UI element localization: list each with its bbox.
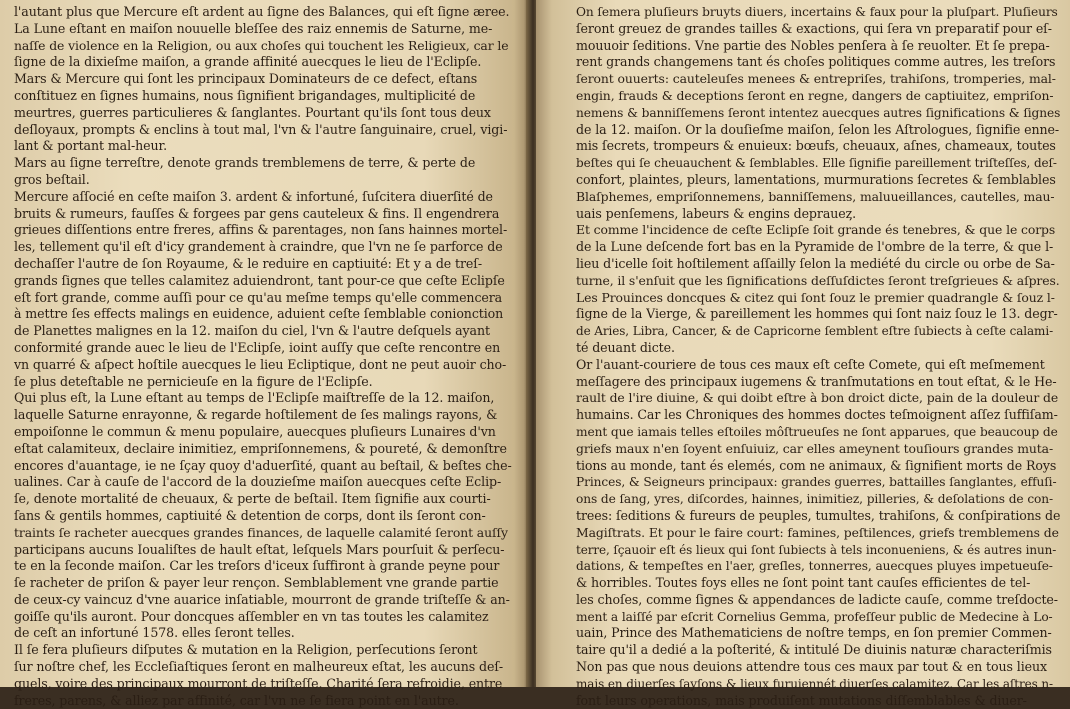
text-line: de ceux-cy vaincuz d'vne auarice inſatiable, mourront de grande triſteſſe & an- xyxy=(14,591,510,607)
text-line: ſigne de la Vierge, & pareillement les hommes qui ſont naiz ſouz le 13. degr- xyxy=(576,306,1058,322)
text-line: mouuoir ſeditions. Vne partie des Nobles penſera à ſe reuolter. Et ſe prepa- xyxy=(576,37,1050,53)
text-line: Qui plus eſt, la Lune eſtant au temps de l'Eclipſe maiſtreſſe de la 12. maiſon, xyxy=(14,390,495,406)
text-line: de ceſt an infortuné 1578. elles ſeront telles. xyxy=(14,625,295,641)
text-line: Blaſphemes, empriſonnemens, banniſſemens, maluueillances, cautelles, mau- xyxy=(576,188,1055,204)
text-line: uais penſemens, labeurs & engins depraueȥ. xyxy=(576,205,857,221)
text-line: uain, Prince des Mathematiciens de noſtre temps, en ſon premier Commen- xyxy=(576,625,1052,641)
text-line: turne, il s'enſuit que les ſignifications deſſuſdictes ſeront treſgrieues & aſpres. xyxy=(576,272,1060,288)
text-line: nemens & banniſſemens ſeront intentez auecques autres ſignifications & ſignes xyxy=(576,105,1061,120)
text-line: ſans & gentils hommes, captiuité & detention de corps, dont ils ſeront con- xyxy=(14,507,486,523)
text-line: les choſes, comme ſignes & appendances de ladicte cauſe, comme treſdocte- xyxy=(576,591,1058,607)
text-line: ment a laiſſé par eſcrit Cornelius Gemma, profeſſeur public de Medecine à Lo- xyxy=(576,609,1053,624)
text-line: ons de ſang, yres, diſcordes, hainnes, inimitiez, pilleries, & deſolations de con- xyxy=(576,492,1054,507)
text-line: Il ſe fera pluſieurs diſputes & mutation en la Religion, perſecutions ſeront xyxy=(14,642,478,658)
text-line: gros beſtail. xyxy=(14,171,90,187)
text-line: ſe racheter de priſon & payer leur rençon. Semblablement vne grande partie xyxy=(14,575,499,591)
text-line: Princes, & Seigneurs principaux: grandes guerres, battailles ſanglantes, effuſi- xyxy=(576,475,1057,490)
text-line: Et comme l'incidence de ceſte Eclipſe ſoit grande és tenebres, & que le corps xyxy=(576,222,1056,238)
text-line: Magiſtrats. Et pour le faire court: famines, peſtilences, griefs tremblemens de xyxy=(576,524,1059,540)
text-line: conſtituez en ſignes humains, nous ſignifient brigandages, multiplicité de xyxy=(14,87,476,103)
text-line: conformité grande auec le lieu de l'Eclipſe, ioint auſſy que ceſte rencontre en xyxy=(14,339,501,355)
text-line: laquelle Saturne enrayonne, & regarde hoſtilement de ſes malings rayons, & xyxy=(14,407,498,423)
text-line: terre, ſçauoir eſt és lieux qui ſont ſubiects à tels inconueniens, & és autres inun- xyxy=(576,542,1057,557)
text-line: grands ſignes que telles calamitez aduiendront, tant pour-ce que ceſte Eclipſe xyxy=(14,272,505,288)
text-line: freres, parens, & alliez par affinité, car l'vn ne ſe fiera point en l'autre. xyxy=(14,692,459,708)
text-line: lieu d'icelle ſoit hoſtilement aſſailly ſelon la mediété du circle ou orbe de Sa- xyxy=(576,255,1055,271)
text-line: participans aucuns Ioualiſtes de hault eſtat, leſquels Mars pourſuit & perſecu- xyxy=(14,541,505,557)
text-line: dations, & tempeſtes en l'aer, greſles, tonnerres, auecques pluyes impetueuſe- xyxy=(576,559,1053,574)
text-line: On ſemera pluſieurs bruyts diuers, incertains & faux pour la pluſpart. Pluſieurs xyxy=(576,5,1058,19)
text-line: Or l'auant-couriere de tous ces maux eſt ceſte Comete, qui eſt meſmement xyxy=(576,356,1045,372)
text-line: bruits & rumeurs, fauſſes & forgees par gens cauteleux & fins. Il engendrera xyxy=(14,205,500,221)
text-line: Mercure aſſocié en ceſte maiſon 3. ardent & infortuné, ſuſcitera diuerſité de xyxy=(14,188,493,204)
text-line: Mars au ſigne terreſtre, denote grands tremblemens de terre, & perte de xyxy=(14,155,476,171)
text-line: Les Prouinces doncques & citez qui ſont ſouz le premier quadrangle & ſouz l- xyxy=(576,289,1055,305)
text-line: humains. Car les Chroniques des hommes doctes teſmoignent aſſez ſuffiſam- xyxy=(576,407,1058,423)
left-page-text xyxy=(14,4,514,709)
text-line: griefs maux n'en ſoyent enſuiuiz, car elles ameynent touſiours grandes muta- xyxy=(576,440,1054,456)
text-line: ment que iamais telles eſtoiles môſtrueuſes ne ſont apparues, que beaucoup de xyxy=(576,424,1058,439)
text-line: naſſe de violence en la Religion, ou aux choſes qui touchent les Religieux, car le xyxy=(14,37,509,53)
text-line: vn quarré & aſpect hoſtile auecques le lieu Ecliptique, dont ne peut auoir cho- xyxy=(14,356,507,372)
text-line: les, tellement qu'il eſt d'icy grandement à craindre, que l'vn ne ſe parforce de xyxy=(14,239,503,255)
text-line: confort, plaintes, pleurs, lamentations, murmurations ſecretes & ſemblables xyxy=(576,171,1056,187)
text-line: beſtes qui ſe cheuauchent & ſemblables. Elle ſignifie pareillement triſteſſes, deſ- xyxy=(576,156,1057,171)
text-line: deſloyaux, prompts & enclins à tout mal, l'vn & l'autre ſanguinaire, cruel, vigi- xyxy=(14,121,508,137)
text-line: engin, frauds & deceptions ſeront en regne, dangers de captiuitez, empriſon- xyxy=(576,87,1054,103)
text-line: l'autant plus que Mercure eſt ardent au ſigne des Balances, qui eſt ſigne æree. xyxy=(14,4,510,19)
text-line: meſſagere des principaux iugemens & tranſmutations en tout eſtat, & le He- xyxy=(576,373,1057,389)
text-line: ſeront ouuerts: cauteleuſes menees & entrepriſes, trahiſons, tromperies, mal- xyxy=(576,71,1056,87)
text-line: traints ſe racheter auecques grandes finances, de laquelle calamité ſeront auſſy xyxy=(14,524,508,540)
text-line: Mars & Mercure qui ſont les principaux Dominateurs de ce defect, eſtans xyxy=(14,71,478,87)
text-line: font leurs operations, mais produiſent mutations diſſemblables & diuer- xyxy=(576,692,1027,708)
text-line: meurtres, guerres particulieres & ſanglantes. Pourtant qu'ils ſont tous deux xyxy=(14,104,491,120)
right-page xyxy=(536,0,1070,708)
text-line: quels, voire des principaux mourront de triſteſſe. Charité ſera refroidie, entre xyxy=(14,675,503,691)
text-line: de Planettes malignes en la 12. maiſon du ciel, l'vn & l'autre deſquels ayant xyxy=(14,323,490,339)
text-line: à mettre ſes effects malings en euidence, aduient ceſte ſemblable conionction xyxy=(14,306,504,322)
text-line: té deuant dicte. xyxy=(576,339,675,355)
text-line: tions au monde, tant és elemés, com ne animaux, & ſignifient morts de Roys xyxy=(576,457,1057,473)
text-line: te en la ſeconde maiſon. Car les treſors d'iceux ſuffiront à grande peyne pour xyxy=(14,558,500,574)
text-line: grieues diſſentions entre freres, affins & parentages, non ſans hainnes mortel- xyxy=(14,222,508,238)
text-line: ſeront greuez de grandes tailles & exactions, qui ſera vn preparatif pour eſ- xyxy=(576,20,1052,36)
text-line: lant & portant mal-heur. xyxy=(14,138,167,154)
text-line: dechaſſer l'autre de ſon Royaume, & le reduire en captiuité: Et y a de treſ- xyxy=(14,255,482,271)
text-line: de la Lune deſcende fort bas en la Pyramide de l'ombre de la terre, & que l- xyxy=(576,239,1054,255)
text-line: & horribles. Toutes foys elles ne ſont point tant cauſes efficientes de tel- xyxy=(576,575,1031,591)
text-line: Non pas que nous deuions attendre tous ces maux par tout & en tous lieux xyxy=(576,659,1047,675)
text-line: ſur noſtre chef, les Eccleſiaſtiques ſeront en malheureux eſtat, les aucuns deſ- xyxy=(14,659,504,675)
text-line: mis ſecrets, trompeurs & enuieux: bœufs, cheuaux, aſnes, chameaux, toutes xyxy=(576,138,1056,154)
text-line: eſt fort grande, comme auſſi pour ce qu'au meſme temps qu'elle commencera xyxy=(14,289,503,305)
text-line: ſe plus deteſtable ne pernicieuſe en la figure de l'Eclipſe. xyxy=(14,373,373,389)
text-line: ſigne de la dixieſme maiſon, a grande affinité auecques le lieu de l'Eclipſe. xyxy=(14,54,482,70)
text-line: rault de l'ire diuine, & qui doibt eſtre à bon droict dicte, pain de la douleur de xyxy=(576,390,1059,406)
text-line: La Lune eſtant en maiſon nouuelle bleſſee des raiz ennemis de Saturne, me- xyxy=(14,20,493,36)
text-line: mais en diuerſes ſayſons & lieux furuiennét diuerſes calamitez. Car les aſtres n- xyxy=(576,676,1053,691)
text-line: de la 12. maiſon. Or la douſieſme maiſon, ſelon les Aſtrologues, ſignifie enne- xyxy=(576,121,1060,137)
text-line: empoiſonne le commun & menu populaire, auecques pluſieurs Lunaires d'vn xyxy=(14,423,496,439)
right-page-text xyxy=(576,4,1060,709)
text-line: ſe, denote mortalité de cheuaux, & perte de beſtail. Item ſignifie aux courti- xyxy=(14,491,491,507)
text-line: rent grands changemens tant és choſes politiques comme autres, les treſors xyxy=(576,54,1056,70)
text-line: trees: ſeditions & fureurs de peuples, tumultes, trahiſons, & conſpirations de xyxy=(576,507,1061,523)
text-line: taire qu'il a dedié a la poſterité, & intitulé De diuinis naturæ characteriſmis xyxy=(576,642,1052,658)
text-line: eſtat calamiteux, declaire inimitiez, empriſonnemens, & poureté, & demonſtre xyxy=(14,440,507,456)
text-line: de Aries, Libra, Cancer, & de Capricorne ſemblent eſtre ſubiects à ceſte calami- xyxy=(576,324,1054,339)
text-line: ualines. Car à cauſe de l'accord de la douzieſme maiſon auecques ceſte Eclip- xyxy=(14,474,502,490)
text-line: encores d'auantage, ie ne ſçay quoy d'aduerſité, quant au beſtail, & beſtes che- xyxy=(14,457,512,473)
left-page xyxy=(0,0,530,708)
text-line: goiſſe qu'ils auront. Pour doncques aſſembler en vn tas toutes les calamitez xyxy=(14,608,489,624)
